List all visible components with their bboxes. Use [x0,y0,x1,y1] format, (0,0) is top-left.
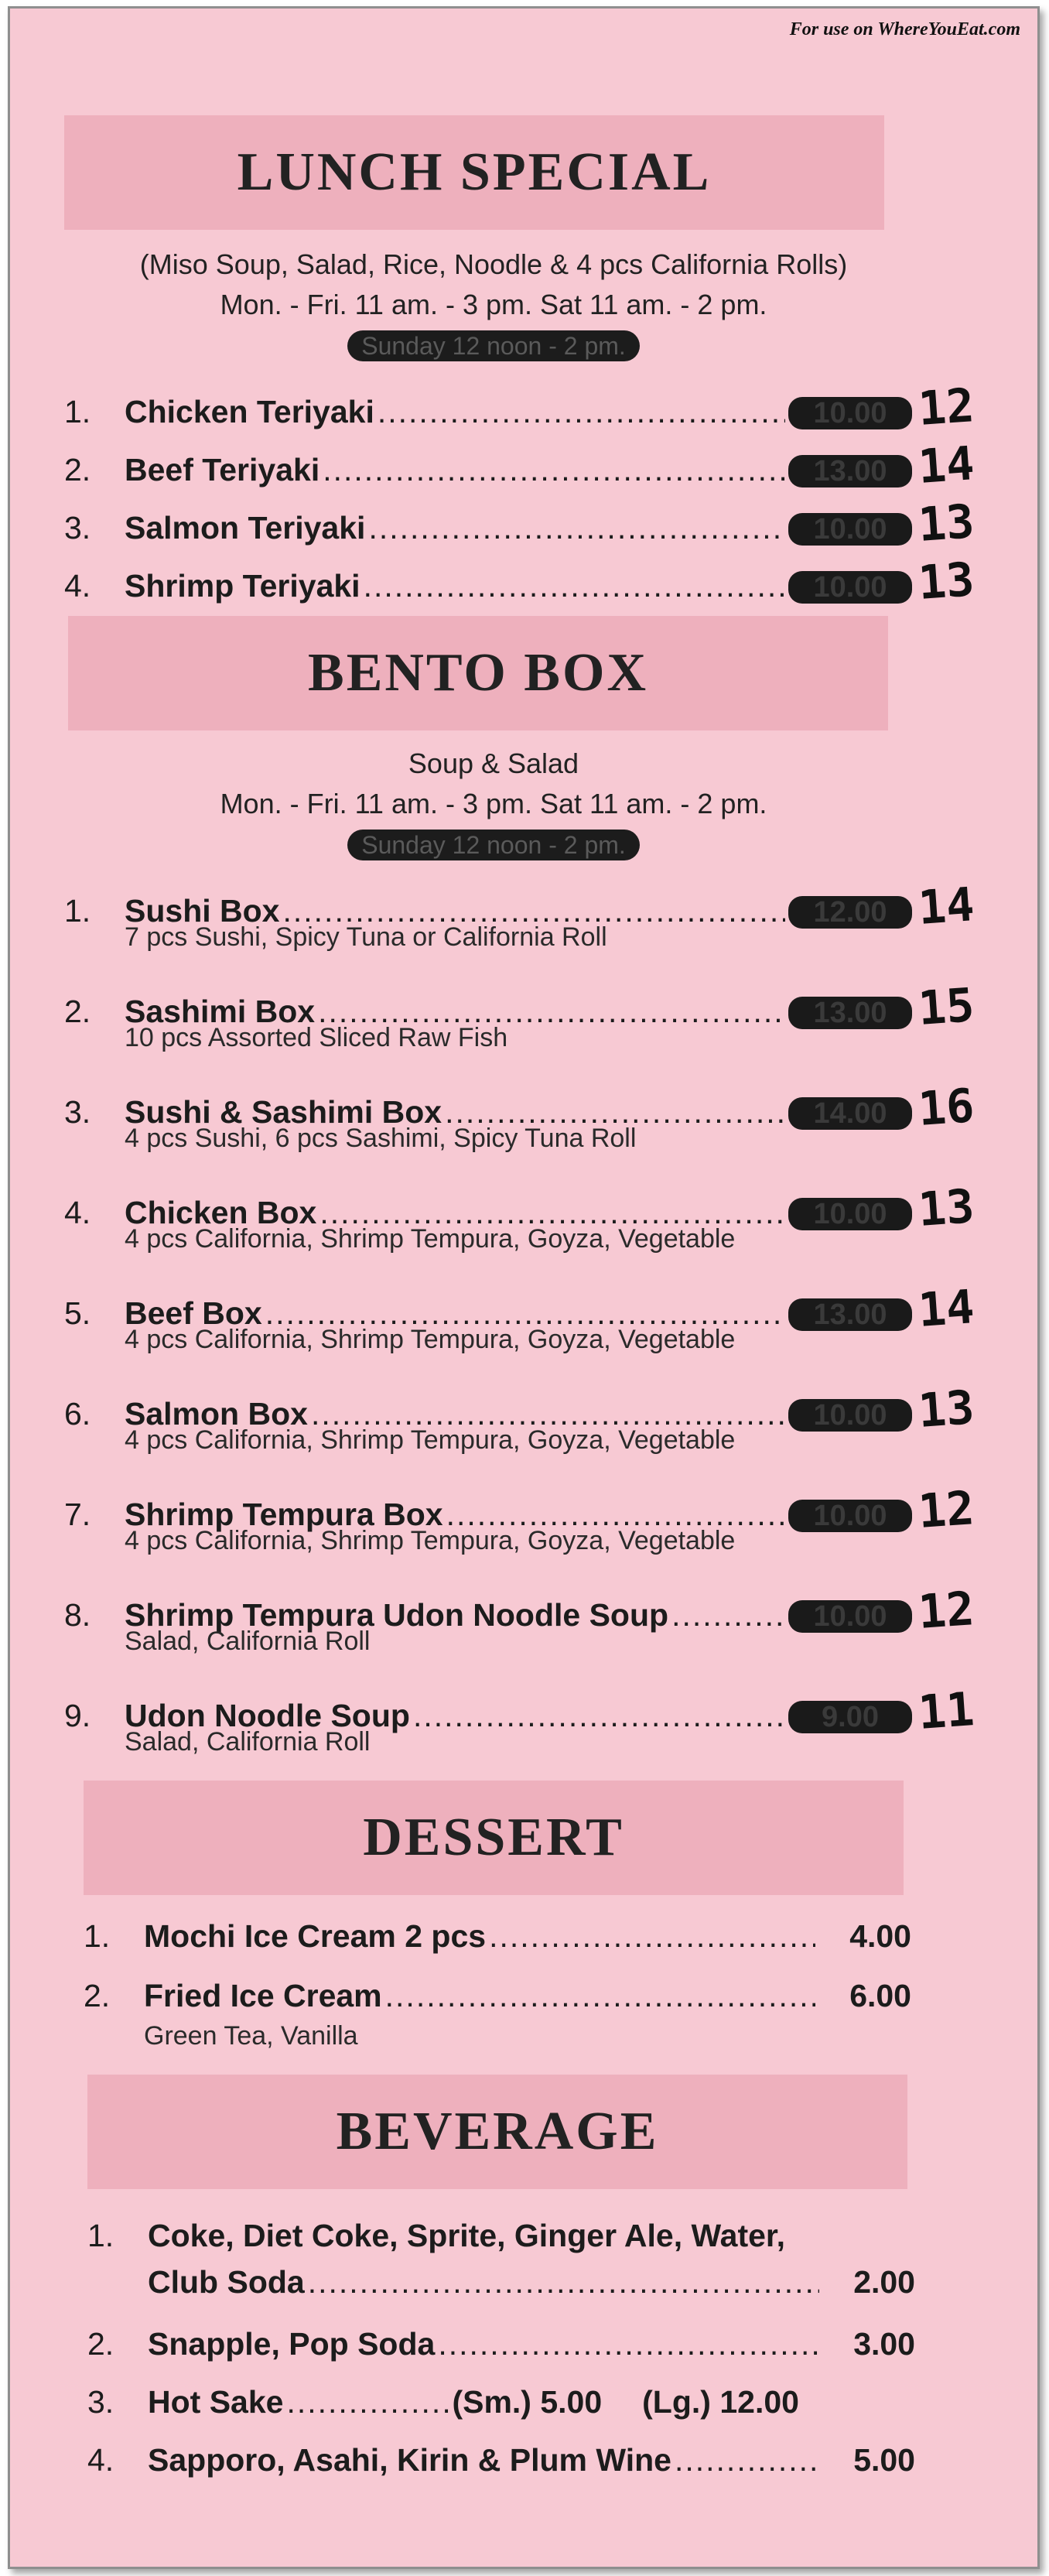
leader-dots [413,1698,785,1734]
menu-item [64,1684,993,1757]
item-number: 6. [64,1396,91,1432]
handwritten-price: 12 [916,1481,976,1539]
handwritten-price: 13 [916,552,976,611]
leader-dots [675,2442,819,2479]
item-name: Beef Box [125,1295,262,1331]
item-price: 5.00 [853,2442,915,2478]
item-name: Shrimp Teriyaki [125,568,360,604]
menu-item [64,879,993,953]
item-number: 8. [64,1597,91,1633]
menu-item [64,1583,993,1657]
handwritten-price: 16 [916,1079,976,1137]
beverage-header [87,2075,907,2189]
item-name: Salmon Box [125,1396,308,1432]
bento-sunday-hours-struck: Sunday 12 noon - 2 pm. [347,830,640,860]
leader-dots [438,2326,819,2362]
lunch-sunday-hours-struck: Sunday 12 noon - 2 pm. [347,330,640,361]
old-price-struck: 10.00 [788,1399,912,1432]
item-number: 3. [87,2384,114,2420]
item-price: 2.00 [853,2264,915,2300]
handwritten-price: 14 [916,1280,976,1338]
item-name: Club Soda [148,2264,305,2300]
old-price-struck: 14.00 [788,1097,912,1130]
leader-dots [378,394,785,430]
bento-box-title: BENTO BOX [308,643,648,703]
item-number: 4. [64,568,91,604]
menu-item [64,552,993,611]
item-name: Chicken Box [125,1195,317,1230]
item-number: 1. [84,1918,111,1954]
item-name-line1: Coke, Diet Coke, Sprite, Ginger Ale, Water, [148,2218,786,2253]
bento-hours: Mon. - Fri. 11 am. - 3 pm. Sat 11 am. - 2 pm. [220,788,767,819]
large-price: (Lg.) 12.00 [642,2384,799,2420]
menu-item [87,2384,915,2431]
menu-item [64,436,993,494]
item-price: 4.00 [849,1918,911,1954]
item-number: 4. [64,1195,91,1230]
item-description: Green Tea, Vanilla [144,2021,358,2051]
menu-item [64,494,993,552]
handwritten-price: 12 [916,378,976,436]
menu-item [64,1382,993,1456]
menu-item [87,2326,915,2372]
item-number: 5. [64,1295,91,1331]
handwritten-price: 14 [916,436,976,494]
leader-dots [323,452,785,488]
menu-item [64,1080,993,1154]
leader-dots [489,1918,815,1955]
item-number: 4. [87,2442,114,2478]
watermark: For use on WhereYouEat.com [789,19,1020,39]
item-number: 3. [64,1094,91,1130]
item-price: 6.00 [849,1978,911,2013]
item-description: 10 pcs Assorted Sliced Raw Fish [125,1023,508,1052]
menu-item [64,1281,993,1355]
item-number: 7. [64,1497,91,1532]
item-description: 4 pcs California, Shrimp Tempura, Goyza, Vegetable [125,1224,736,1254]
leader-dots [368,510,785,546]
lunch-special-title: LUNCH SPECIAL [237,142,712,202]
item-name: Snapple, Pop Soda [148,2326,436,2362]
item-number: 9. [64,1698,91,1733]
item-price: 3.00 [853,2326,915,2362]
leader-dots [364,568,785,604]
handwritten-price: 15 [916,978,976,1036]
old-price-struck: 9.00 [788,1701,912,1733]
old-price-struck: 10.00 [788,397,912,429]
bento-box-notes [56,744,931,864]
item-name: Sushi & Sashimi Box [125,1094,442,1130]
menu-item [84,1918,911,1965]
item-name: Udon Noodle Soup [125,1698,410,1733]
item-name: Shrimp Tempura Udon Noodle Soup [125,1597,669,1633]
item-description: Salad, California Roll [125,1627,371,1656]
lunch-includes: (Miso Soup, Salad, Rice, Noodle & 4 pcs California Rolls) [139,248,848,280]
dessert-title: DESSERT [363,1808,624,1867]
small-price: (Sm.) 5.00 [452,2384,603,2420]
item-name: Sushi Box [125,893,280,929]
dessert-header [84,1781,904,1895]
old-price-struck: 10.00 [788,1500,912,1532]
item-number: 2. [64,994,91,1029]
item-name: Fried Ice Cream [144,1978,382,2013]
menu-item [87,2442,915,2489]
lunch-special-notes [56,245,931,365]
leader-dots [671,1597,785,1634]
item-name: Mochi Ice Cream 2 pcs [144,1918,487,1954]
item-number: 2. [87,2326,114,2362]
menu-item [84,1978,911,2051]
item-number: 3. [64,510,91,546]
beverage-title: BEVERAGE [336,2102,659,2161]
item-description: 4 pcs Sushi, 6 pcs Sashimi, Spicy Tuna Roll [125,1124,637,1153]
handwritten-price: 13 [916,494,976,552]
handwritten-price: 11 [916,1682,976,1740]
old-price-struck: 10.00 [788,1198,912,1230]
handwritten-price: 13 [916,1380,976,1439]
item-description: 4 pcs California, Shrimp Tempura, Goyza, Vegetable [125,1526,736,1555]
handwritten-price: 13 [916,1179,976,1237]
item-name: Salmon Teriyaki [125,510,366,546]
old-price-struck: 10.00 [788,571,912,604]
bento-includes: Soup & Salad [408,747,579,779]
old-price-struck: 13.00 [788,997,912,1029]
item-description: Salad, California Roll [125,1727,371,1757]
item-number: 1. [64,893,91,929]
item-name: Beef Teriyaki [125,452,320,487]
lunch-special-header [64,115,884,230]
item-description: 4 pcs California, Shrimp Tempura, Goyza, Vegetable [125,1325,736,1354]
old-price-struck: 12.00 [788,896,912,929]
leader-dots [286,2384,449,2420]
handwritten-price: 12 [916,1582,976,1640]
bento-box-header [68,616,888,730]
item-number: 1. [64,394,91,429]
old-price-struck: 10.00 [788,513,912,546]
item-name: Sashimi Box [125,994,316,1029]
item-number: 1. [87,2218,114,2253]
item-number: 2. [84,1978,111,2013]
menu-page [8,6,1040,2569]
old-price-struck: 13.00 [788,455,912,487]
menu-item [64,1181,993,1254]
old-price-struck: 13.00 [788,1298,912,1331]
menu-item [87,2218,915,2311]
item-name: Hot Sake [148,2384,284,2420]
lunch-hours: Mon. - Fri. 11 am. - 3 pm. Sat 11 am. - 2 pm. [220,289,767,320]
item-name: Shrimp Tempura Box [125,1497,443,1532]
old-price-struck: 10.00 [788,1600,912,1633]
menu-item [64,980,993,1053]
menu-item [64,378,993,436]
item-name: Sapporo, Asahi, Kirin & Plum Wine [148,2442,671,2478]
handwritten-price: 14 [916,877,976,936]
leader-dots [385,1978,815,2014]
leader-dots [308,2264,819,2301]
item-number: 2. [64,452,91,487]
item-description: 4 pcs California, Shrimp Tempura, Goyza, Vegetable [125,1425,736,1455]
menu-item [64,1483,993,1556]
item-description: 7 pcs Sushi, Spicy Tuna or California Roll [125,922,607,952]
item-name: Chicken Teriyaki [125,394,374,429]
